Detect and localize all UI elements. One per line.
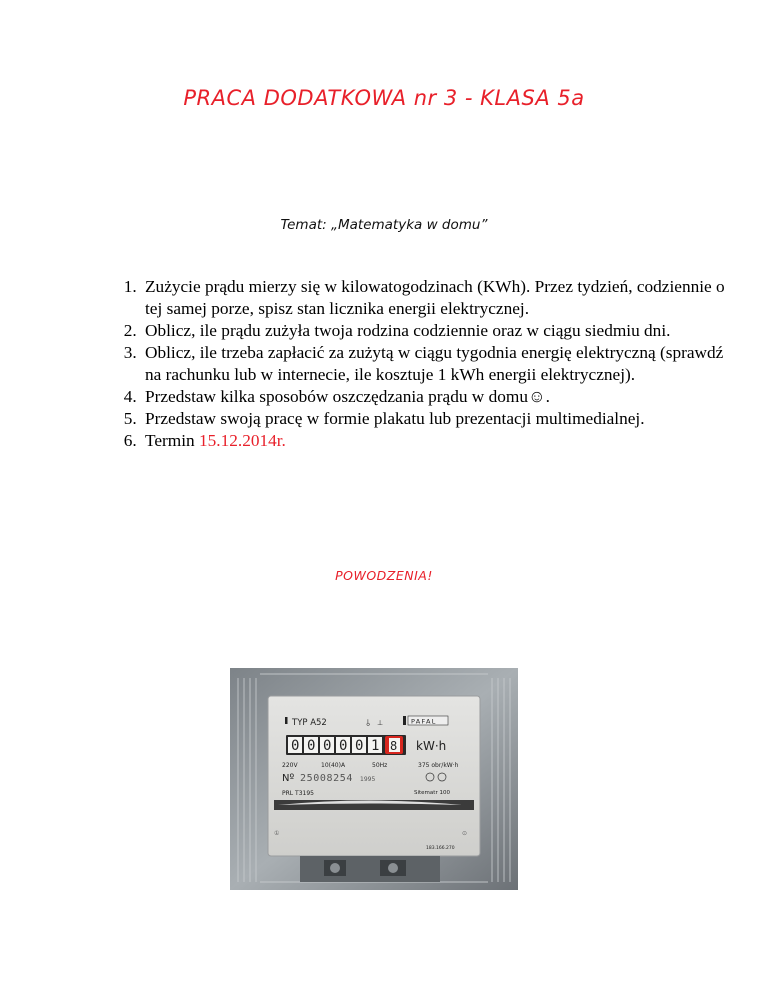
meter-prl: PRL T3195 xyxy=(282,790,314,797)
list-item xyxy=(141,276,731,320)
meter-digit: 0 xyxy=(339,738,348,754)
meter-type: TYP A52 xyxy=(292,718,327,728)
meter-year: 1995 xyxy=(360,776,376,783)
deadline-date: 15.12.2014r. xyxy=(198,431,286,450)
task-text: Zużycie prądu mierzy się w kilowatogodzinach (KWh). Przez tydzień, codziennie o tej samej porze, spisz stan licznika energii elektrycznej. xyxy=(145,277,725,318)
closing-text: POWODZENIA! xyxy=(335,568,433,583)
electricity-meter-photo xyxy=(230,668,518,890)
meter-voltage: 220V xyxy=(282,762,298,769)
svg-text:⫰: ⫰ xyxy=(366,719,370,729)
meter-brand: PAFAL xyxy=(411,717,437,726)
svg-text:⊥: ⊥ xyxy=(377,719,384,727)
task-text: Oblicz, ile trzeba zapłacić za zużytą w ciągu tygodnia energię elektryczną (sprawdź na rachunku lub w internecie, ile kosztuje 1 kWh energii elektrycznej). xyxy=(145,343,724,384)
document-subtitle: Temat: „Matematyka w domu” xyxy=(280,217,488,233)
meter-unit: kW·h xyxy=(416,739,447,753)
meter-digit: 0 xyxy=(291,738,300,754)
task-text: Przedstaw kilka sposobów oszczędzania prądu w domu☺. xyxy=(145,387,550,406)
meter-digit: 8 xyxy=(390,739,398,753)
meter-code: 183.166.270 xyxy=(426,846,455,851)
document-title: PRACA DODATKOWA nr 3 - KLASA 5a xyxy=(183,86,585,110)
list-item xyxy=(141,408,731,430)
svg-text:⊙: ⊙ xyxy=(462,830,468,837)
list-item xyxy=(141,430,731,452)
meter-sizematr: Sitematr 100 xyxy=(414,790,450,796)
task-text: Przedstaw swoją pracę w formie plakatu lub prezentacji multimedialnej. xyxy=(145,409,645,428)
list-item xyxy=(141,342,731,386)
meter-current: 10(40)A xyxy=(321,762,346,769)
meter-rate: 375 obr/kW·h xyxy=(418,762,459,769)
list-item xyxy=(141,386,731,408)
deadline-label: Termin xyxy=(145,431,199,450)
svg-text:①: ① xyxy=(274,830,280,837)
meter-digit: 1 xyxy=(371,738,380,754)
task-list xyxy=(103,276,731,452)
meter-digit: 0 xyxy=(307,738,316,754)
meter-digit: 0 xyxy=(355,738,364,754)
meter-serial-label: Nº xyxy=(282,773,295,784)
meter-digit: 0 xyxy=(323,738,332,754)
list-item xyxy=(141,320,731,342)
meter-serial: 25008254 xyxy=(300,773,353,784)
meter-frequency: 50Hz xyxy=(372,762,388,769)
task-text: Oblicz, ile prądu zużyła twoja rodzina codziennie oraz w ciągu siedmiu dni. xyxy=(145,321,671,340)
